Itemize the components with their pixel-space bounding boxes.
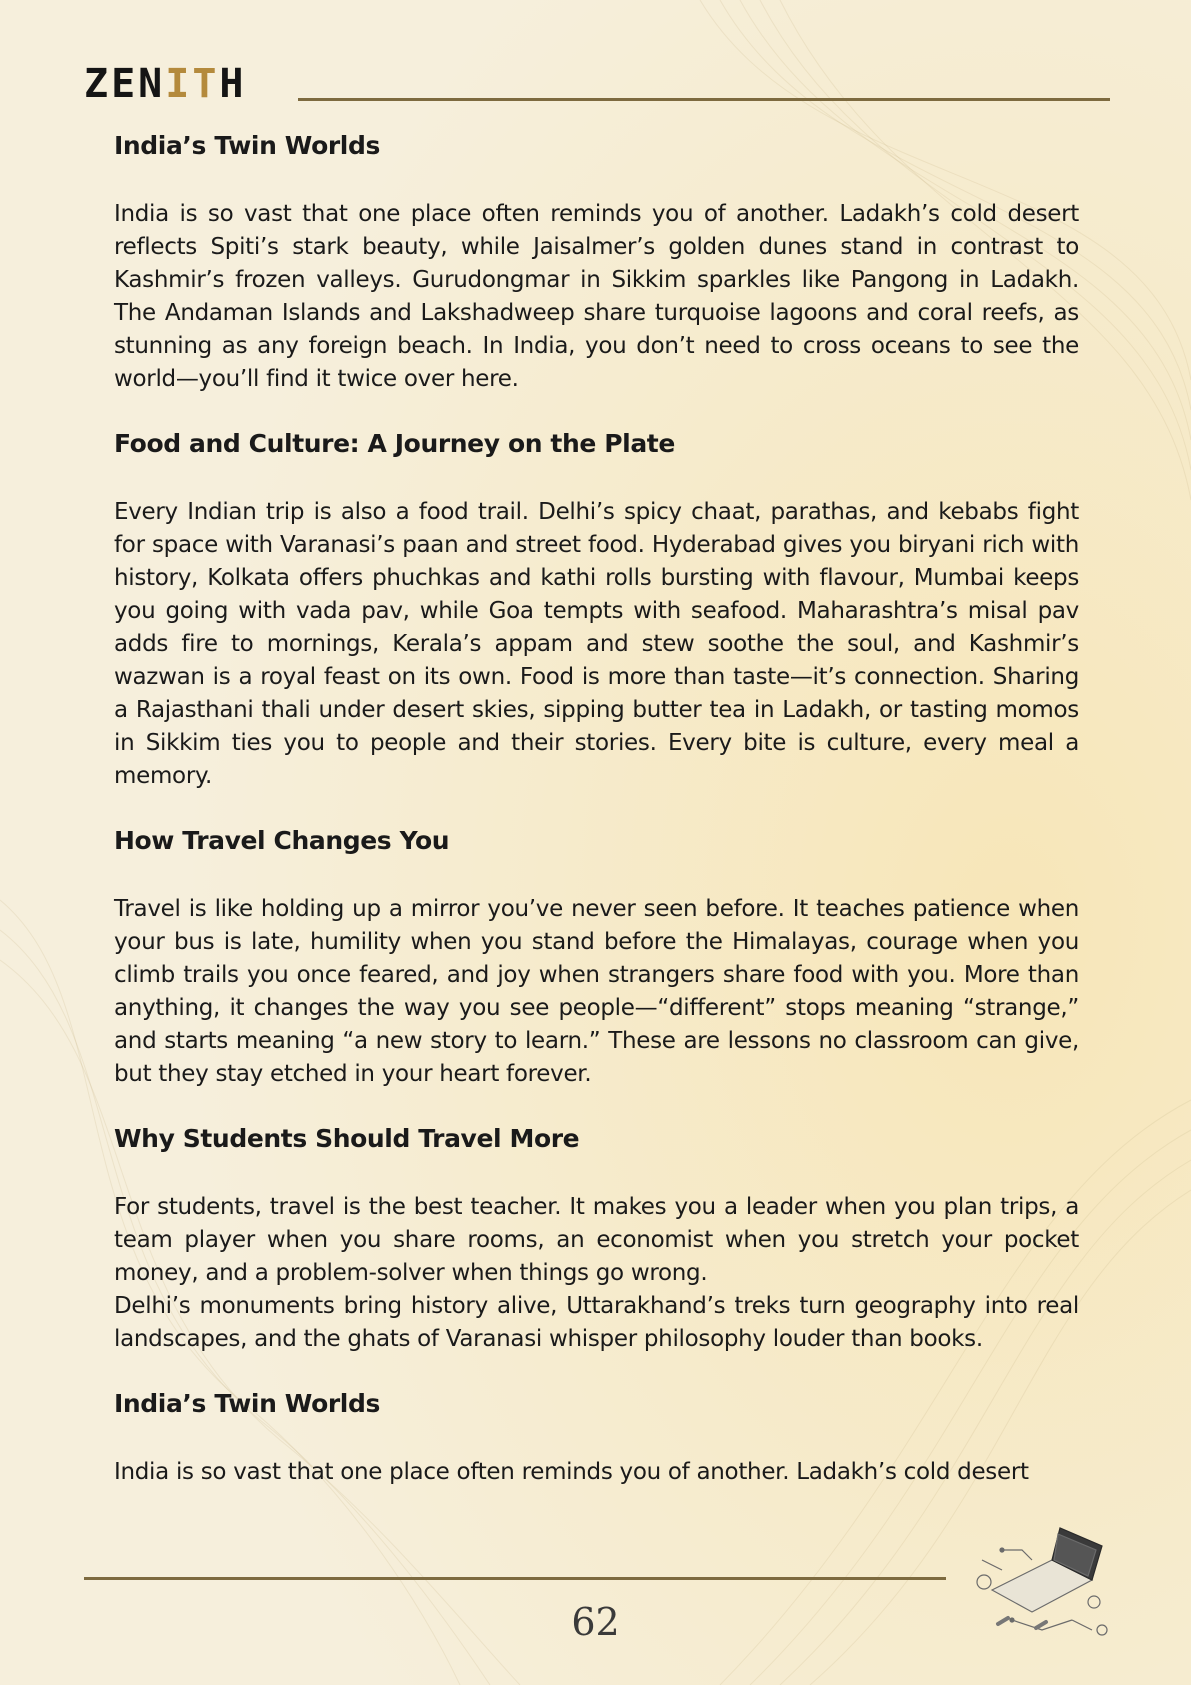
laptop-circuit-icon xyxy=(972,1520,1112,1640)
section-food-and-culture xyxy=(114,426,1079,793)
section-students-travel xyxy=(114,1121,1079,1356)
section-heading: Food and Culture: A Journey on the Plate xyxy=(114,429,675,458)
header-divider xyxy=(298,98,1110,101)
section-travel-changes-you xyxy=(114,823,1079,1091)
logo-text-end: H xyxy=(219,61,247,107)
section-paragraph: Delhi’s monuments bring history alive, Uttarakhand’s treks turn geography into real landscapes, and the ghats of Varanasi whisper philosophy louder than books. xyxy=(114,1293,1079,1352)
zenith-logo xyxy=(84,61,247,107)
section-paragraph: India is so vast that one place often reminds you of another. Ladakh’s cold desert xyxy=(114,1459,1029,1485)
logo-text-start: ZEN xyxy=(84,61,166,107)
section-heading: How Travel Changes You xyxy=(114,826,450,855)
footer-divider xyxy=(84,1577,946,1580)
section-heading: Why Students Should Travel More xyxy=(114,1124,580,1153)
section-paragraph: Every Indian trip is also a food trail. Delhi’s spicy chaat, parathas, and kebabs fight for space with Varanasi’s paan and street food. Hyderabad gives you biryani rich with history, Kolkata offers phuchkas and kathi rolls bursting with flavour, Mumbai keeps you going with vada pav, while Goa tempts with seafood. Maharashtra’s misal pav adds fire to mornings, Kerala’s appam and stew soothe the soul, and Kashmir’s wazwan is a royal feast on its own. Food is more than taste—it’s connection. Sharing a Rajasthani thali under desert skies, sipping butter tea in Ladakh, or tasting momos in Sikkim ties you to people and their stories. Every bite is culture, every meal a memory. xyxy=(114,499,1079,789)
logo-text-accent: IT xyxy=(165,61,220,107)
section-twin-worlds xyxy=(114,128,1079,396)
section-paragraph: India is so vast that one place often reminds you of another. Ladakh’s cold desert reflects Spiti’s stark beauty, while Jaisalmer’s golden dunes stand in contrast to Kashmir’s frozen valleys. Gurudongmar in Sikkim sparkles like Pangong in Ladakh. The Andaman Islands and Lakshadweep share turquoise lagoons and coral reefs, as stunning as any foreign beach. In India, you don’t need to cross oceans to see the world—you’ll find it twice over here. xyxy=(114,201,1079,392)
page-number: 62 xyxy=(571,1600,620,1644)
section-twin-worlds-repeat xyxy=(114,1386,1079,1489)
section-paragraph: Travel is like holding up a mirror you’ve never seen before. It teaches patience when your bus is late, humility when you stand before the Himalayas, courage when you climb trails you once feared, and joy when strangers share food with you. More than anything, it changes the way you see people—“different” stops meaning “strange,” and starts meaning “a new story to learn.” These are lessons no classroom can give, but they stay etched in your heart forever. xyxy=(114,896,1079,1087)
article-body xyxy=(114,128,1079,1519)
section-heading: India’s Twin Worlds xyxy=(114,1389,380,1418)
section-heading: India’s Twin Worlds xyxy=(114,131,380,160)
section-paragraph: For students, travel is the best teacher. It makes you a leader when you plan trips, a team player when you share rooms, an economist when you stretch your pocket money, and a problem-solver when things go wrong. xyxy=(114,1194,1079,1286)
